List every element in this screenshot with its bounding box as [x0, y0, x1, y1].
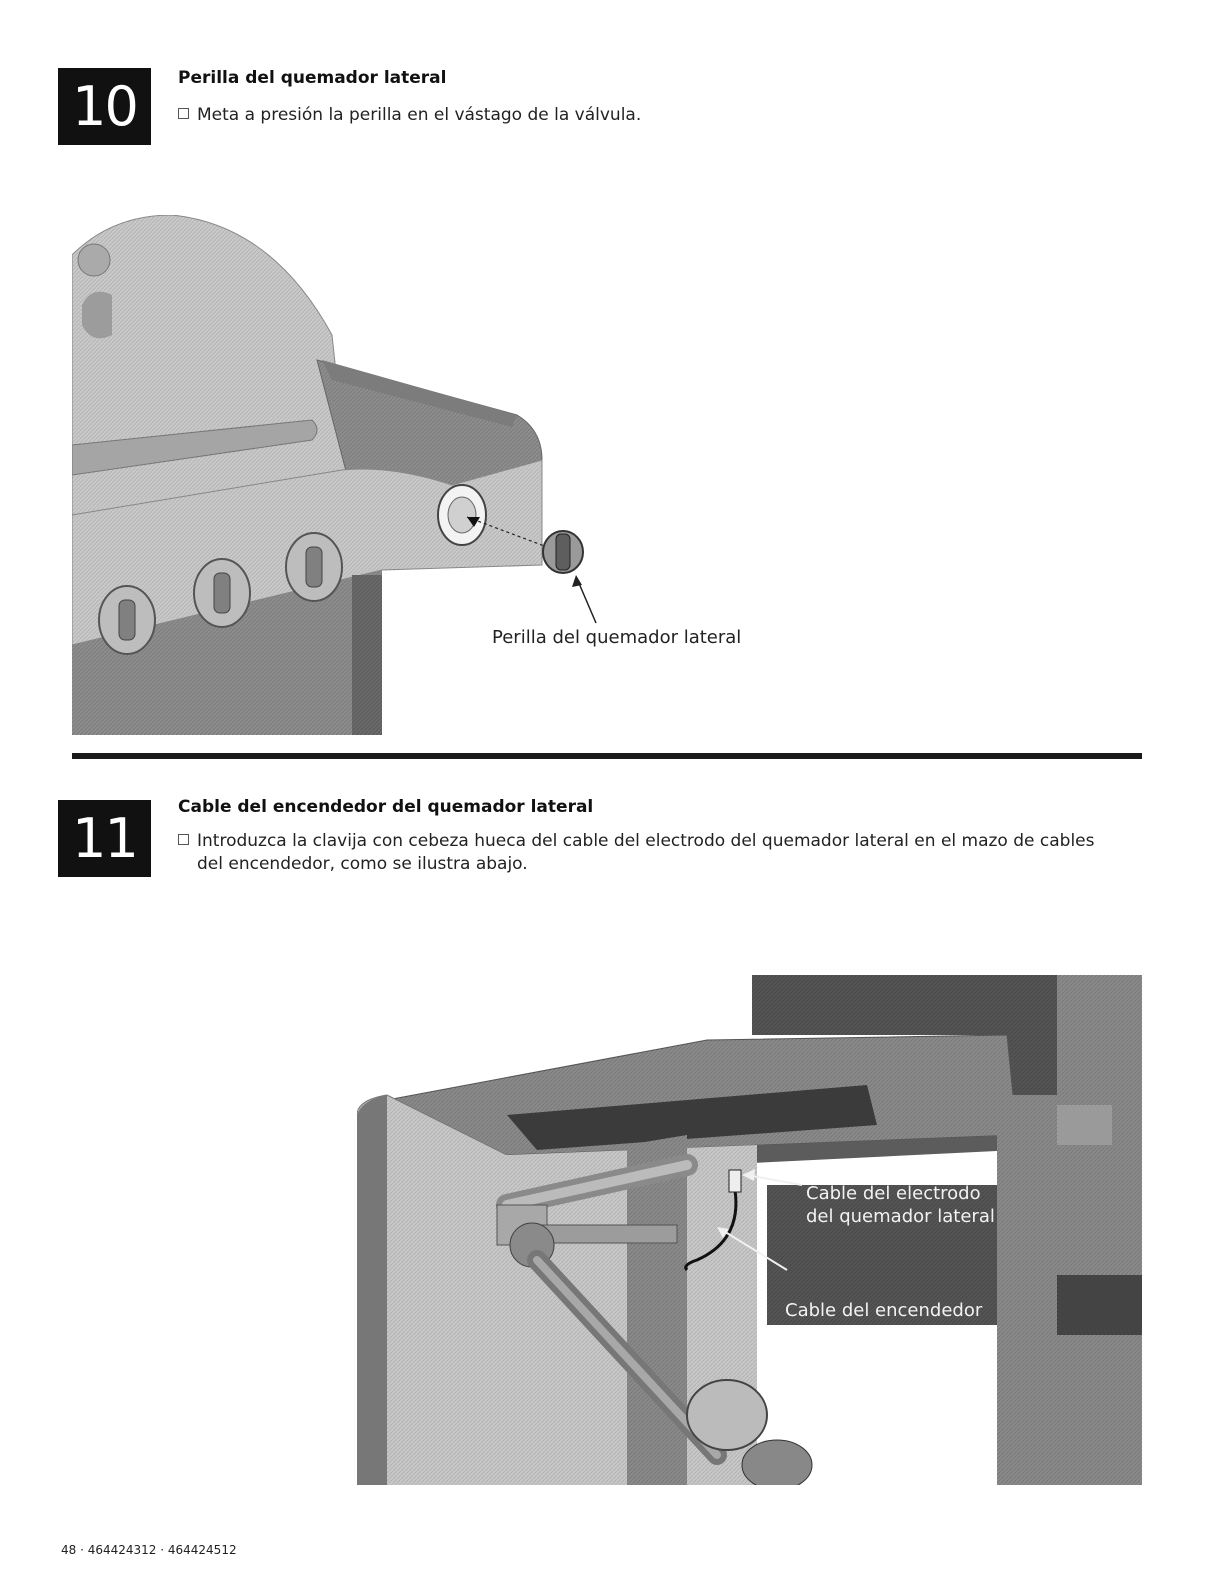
- checkbox-icon[interactable]: [178, 108, 189, 119]
- callout-arrow-icon: [566, 575, 606, 625]
- step-11-instruction-line1: Introduzca la clavija con cebeza hueca del cable del electrodo del quemador lateral en el mazo de cables: [197, 831, 1095, 851]
- side-burner-knob: [538, 528, 588, 578]
- step-11-number: 11: [72, 807, 137, 870]
- side-burner-igniter-illustration: [357, 975, 1142, 1485]
- step-10-instruction-text: Meta a presión la perilla en el vástago de la válvula.: [197, 105, 642, 125]
- side-burner-knob-illustration: [72, 215, 552, 735]
- control-knob: [99, 586, 155, 654]
- step-11-title: Cable del encendedor del quemador lateral: [178, 797, 594, 817]
- step-10-title: Perilla del quemador lateral: [178, 68, 447, 88]
- step-11-instruction: [178, 830, 1138, 876]
- igniter-wire-callout: Cable del encendedor: [785, 1300, 983, 1321]
- section-divider: [72, 753, 1142, 759]
- electrode-wire-callout-line1: Cable del electrodo: [806, 1183, 981, 1204]
- electrode-wire-callout-line2: del quemador lateral: [806, 1206, 995, 1227]
- step-10-badge: [58, 68, 151, 145]
- electrode-wire-callout: [806, 1182, 995, 1228]
- step-11-badge: [58, 800, 151, 877]
- checkbox-icon[interactable]: [178, 834, 189, 845]
- step-10-callout: Perilla del quemador lateral: [492, 627, 742, 648]
- step-10-instruction: [178, 104, 641, 127]
- page-footer: 48 · 464424312 · 464424512: [61, 1543, 237, 1557]
- step-10-number: 10: [72, 75, 137, 138]
- step-11-instruction-line2: del encendedor, como se ilustra abajo.: [197, 854, 528, 874]
